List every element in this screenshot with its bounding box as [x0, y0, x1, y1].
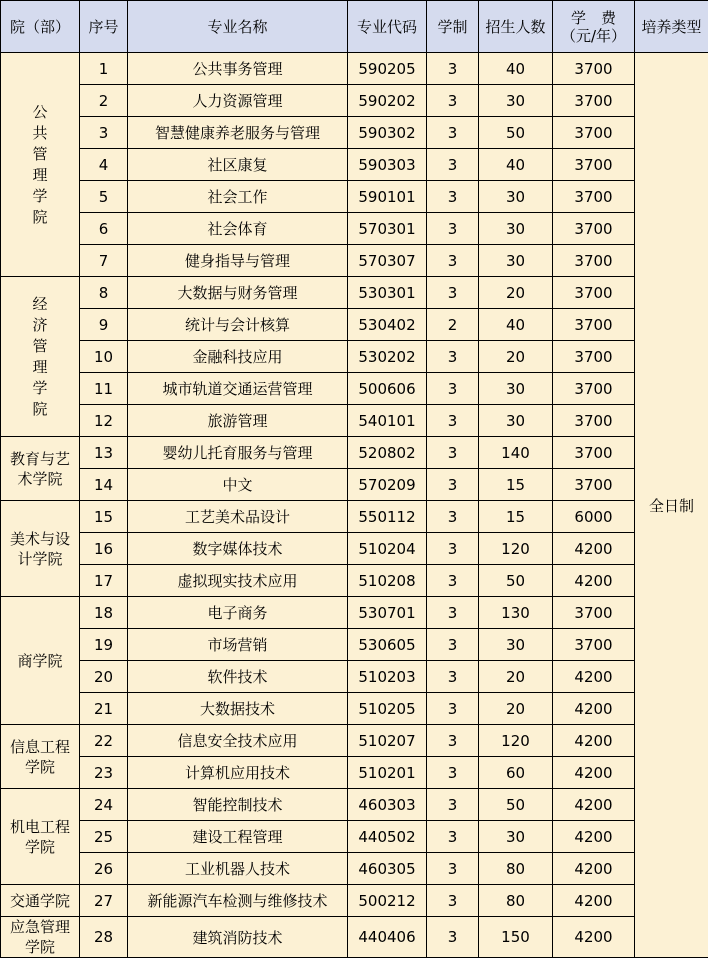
years-cell: 3: [427, 597, 479, 629]
fee-cell: 6000: [553, 501, 635, 533]
major-cell: 健身指导与管理: [128, 245, 348, 277]
seq-cell: 19: [80, 629, 128, 661]
years-cell: 3: [427, 629, 479, 661]
enroll-cell: 60: [479, 757, 553, 789]
years-cell: 3: [427, 533, 479, 565]
code-cell: 530701: [348, 597, 427, 629]
enroll-cell: 40: [479, 309, 553, 341]
seq-cell: 20: [80, 661, 128, 693]
seq-cell: 9: [80, 309, 128, 341]
table-row: [1, 85, 708, 117]
major-cell: 市场营销: [128, 629, 348, 661]
years-cell: 3: [427, 437, 479, 469]
years-cell: 3: [427, 117, 479, 149]
major-cell: 工艺美术品设计: [128, 501, 348, 533]
seq-cell: 12: [80, 405, 128, 437]
seq-cell: 16: [80, 533, 128, 565]
years-cell: 3: [427, 149, 479, 181]
enroll-cell: 30: [479, 181, 553, 213]
enroll-cell: 50: [479, 117, 553, 149]
table-row: [1, 661, 708, 693]
major-cell: 计算机应用技术: [128, 757, 348, 789]
table-row: [1, 533, 708, 565]
major-cell: 公共事务管理: [128, 53, 348, 85]
major-cell: 工业机器人技术: [128, 853, 348, 885]
table-row: [1, 309, 708, 341]
fee-cell: 3700: [553, 437, 635, 469]
seq-cell: 13: [80, 437, 128, 469]
years-cell: 3: [427, 565, 479, 597]
code-cell: 500606: [348, 373, 427, 405]
fee-cell: 3700: [553, 149, 635, 181]
fee-cell: 3700: [553, 469, 635, 501]
table-row: [1, 597, 708, 629]
seq-cell: 10: [80, 341, 128, 373]
years-cell: 3: [427, 469, 479, 501]
dept-name: 商学院: [17, 651, 63, 670]
seq-cell: 22: [80, 725, 128, 757]
code-cell: 570301: [348, 213, 427, 245]
code-cell: 440502: [348, 821, 427, 853]
code-cell: 460305: [348, 853, 427, 885]
seq-cell: 15: [80, 501, 128, 533]
years-cell: 3: [427, 821, 479, 853]
fee-cell: 4200: [553, 725, 635, 757]
seq-cell: 26: [80, 853, 128, 885]
seq-cell: 6: [80, 213, 128, 245]
years-cell: 2: [427, 309, 479, 341]
code-cell: 590302: [348, 117, 427, 149]
major-cell: 电子商务: [128, 597, 348, 629]
code-cell: 590101: [348, 181, 427, 213]
years-cell: 3: [427, 757, 479, 789]
code-cell: 520802: [348, 437, 427, 469]
study-type-cell: 全日制: [635, 53, 708, 958]
table-row: [1, 277, 708, 309]
major-cell: 金融科技应用: [128, 341, 348, 373]
header-years: 学制: [427, 1, 479, 53]
seq-cell: 8: [80, 277, 128, 309]
enroll-cell: 15: [479, 501, 553, 533]
table-row: [1, 181, 708, 213]
dept-name: 机电工程学院: [9, 817, 70, 856]
years-cell: 3: [427, 917, 479, 958]
major-cell: 信息安全技术应用: [128, 725, 348, 757]
dept-name: 信息工程学院: [9, 737, 70, 776]
dept-name: 公 共 管 理 学 院: [32, 102, 48, 226]
seq-cell: 4: [80, 149, 128, 181]
years-cell: 3: [427, 245, 479, 277]
code-cell: 530301: [348, 277, 427, 309]
dept-cell: [1, 501, 80, 597]
code-cell: 510201: [348, 757, 427, 789]
years-cell: 3: [427, 213, 479, 245]
major-cell: 人力资源管理: [128, 85, 348, 117]
seq-cell: 5: [80, 181, 128, 213]
fee-cell: 4200: [553, 917, 635, 958]
fee-cell: 3700: [553, 309, 635, 341]
fee-cell: 4200: [553, 533, 635, 565]
years-cell: 3: [427, 725, 479, 757]
fee-cell: 3700: [553, 341, 635, 373]
years-cell: 3: [427, 661, 479, 693]
header-major: 专业名称: [128, 1, 348, 53]
major-cell: 社会工作: [128, 181, 348, 213]
major-cell: 旅游管理: [128, 405, 348, 437]
years-cell: 3: [427, 405, 479, 437]
years-cell: 3: [427, 853, 479, 885]
code-cell: 510204: [348, 533, 427, 565]
fee-cell: 3700: [553, 117, 635, 149]
seq-cell: 21: [80, 693, 128, 725]
major-cell: 婴幼儿托育服务与管理: [128, 437, 348, 469]
fee-cell: 4200: [553, 821, 635, 853]
code-cell: 500212: [348, 885, 427, 917]
seq-cell: 11: [80, 373, 128, 405]
seq-cell: 7: [80, 245, 128, 277]
fee-cell: 4200: [553, 565, 635, 597]
fee-cell: 4200: [553, 789, 635, 821]
header-row: [1, 1, 708, 53]
code-cell: 550112: [348, 501, 427, 533]
code-cell: 540101: [348, 405, 427, 437]
header-fee-line1: 学 费: [570, 8, 616, 27]
major-cell: 城市轨道交通运营管理: [128, 373, 348, 405]
code-cell: 510203: [348, 661, 427, 693]
enroll-cell: 20: [479, 661, 553, 693]
table-row: [1, 117, 708, 149]
fee-cell: 3700: [553, 277, 635, 309]
table-row: [1, 821, 708, 853]
seq-cell: 1: [80, 53, 128, 85]
years-cell: 3: [427, 501, 479, 533]
years-cell: 3: [427, 789, 479, 821]
fee-cell: 4200: [553, 853, 635, 885]
code-cell: 590303: [348, 149, 427, 181]
major-cell: 大数据技术: [128, 693, 348, 725]
table-row: [1, 885, 708, 917]
table-row: [1, 149, 708, 181]
code-cell: 510208: [348, 565, 427, 597]
seq-cell: 23: [80, 757, 128, 789]
enroll-cell: 40: [479, 149, 553, 181]
enroll-cell: 40: [479, 53, 553, 85]
table-row: [1, 405, 708, 437]
header-seq: 序号: [80, 1, 128, 53]
enroll-cell: 20: [479, 277, 553, 309]
table-row: [1, 565, 708, 597]
major-cell: 建设工程管理: [128, 821, 348, 853]
enroll-cell: 30: [479, 821, 553, 853]
years-cell: 3: [427, 373, 479, 405]
major-cell: 数字媒体技术: [128, 533, 348, 565]
code-cell: 510205: [348, 693, 427, 725]
dept-cell: [1, 597, 80, 725]
table-body: [1, 53, 708, 958]
header-enroll: 招生人数: [479, 1, 553, 53]
seq-cell: 24: [80, 789, 128, 821]
enroll-cell: 80: [479, 885, 553, 917]
table-row: [1, 853, 708, 885]
fee-cell: 3700: [553, 245, 635, 277]
code-cell: 530605: [348, 629, 427, 661]
header-code: 专业代码: [348, 1, 427, 53]
major-cell: 智能控制技术: [128, 789, 348, 821]
enroll-cell: 50: [479, 565, 553, 597]
years-cell: 3: [427, 181, 479, 213]
enroll-cell: 30: [479, 405, 553, 437]
dept-name: 教育与艺术学院: [9, 449, 70, 488]
enroll-cell: 130: [479, 597, 553, 629]
dept-name: 经 济 管 理 学 院: [32, 294, 48, 418]
enroll-cell: 150: [479, 917, 553, 958]
code-cell: 530402: [348, 309, 427, 341]
fee-cell: 4200: [553, 661, 635, 693]
table-row: [1, 917, 708, 958]
table-row: [1, 629, 708, 661]
seq-cell: 2: [80, 85, 128, 117]
major-cell: 社区康复: [128, 149, 348, 181]
enroll-cell: 20: [479, 341, 553, 373]
enroll-cell: 120: [479, 725, 553, 757]
years-cell: 3: [427, 341, 479, 373]
fee-cell: 4200: [553, 885, 635, 917]
table-row: [1, 53, 708, 85]
fee-cell: 3700: [553, 629, 635, 661]
enroll-cell: 15: [479, 469, 553, 501]
dept-name: 美术与设计学院: [9, 529, 70, 568]
major-cell: 智慧健康养老服务与管理: [128, 117, 348, 149]
major-cell: 虚拟现实技术应用: [128, 565, 348, 597]
enroll-cell: 30: [479, 213, 553, 245]
enroll-cell: 30: [479, 245, 553, 277]
fee-cell: 3700: [553, 213, 635, 245]
fee-cell: 3700: [553, 181, 635, 213]
table-row: [1, 245, 708, 277]
seq-cell: 28: [80, 917, 128, 958]
fee-cell: 3700: [553, 85, 635, 117]
code-cell: 460303: [348, 789, 427, 821]
major-cell: 中文: [128, 469, 348, 501]
dept-cell: [1, 437, 80, 501]
code-cell: 530202: [348, 341, 427, 373]
fee-cell: 4200: [553, 757, 635, 789]
major-cell: 大数据与财务管理: [128, 277, 348, 309]
table-row: [1, 437, 708, 469]
fee-cell: 3700: [553, 405, 635, 437]
dept-cell: [1, 885, 80, 917]
years-cell: 3: [427, 277, 479, 309]
table-row: [1, 501, 708, 533]
enroll-cell: 30: [479, 373, 553, 405]
table-row: [1, 469, 708, 501]
table-row: [1, 373, 708, 405]
major-cell: 软件技术: [128, 661, 348, 693]
seq-cell: 27: [80, 885, 128, 917]
table-row: [1, 693, 708, 725]
code-cell: 570209: [348, 469, 427, 501]
code-cell: 590202: [348, 85, 427, 117]
seq-cell: 17: [80, 565, 128, 597]
enroll-cell: 80: [479, 853, 553, 885]
seq-cell: 18: [80, 597, 128, 629]
years-cell: 3: [427, 53, 479, 85]
dept-cell: [1, 789, 80, 885]
code-cell: 440406: [348, 917, 427, 958]
enroll-cell: 30: [479, 85, 553, 117]
code-cell: 590205: [348, 53, 427, 85]
enroll-cell: 50: [479, 789, 553, 821]
code-cell: 510207: [348, 725, 427, 757]
enroll-cell: 120: [479, 533, 553, 565]
table-row: [1, 213, 708, 245]
dept-name: 交通学院: [9, 891, 70, 910]
seq-cell: 14: [80, 469, 128, 501]
years-cell: 3: [427, 85, 479, 117]
fee-cell: 3700: [553, 373, 635, 405]
table-row: [1, 725, 708, 757]
years-cell: 3: [427, 693, 479, 725]
major-cell: 统计与会计核算: [128, 309, 348, 341]
enroll-cell: 140: [479, 437, 553, 469]
fee-cell: 3700: [553, 53, 635, 85]
dept-name: 应急管理学院: [9, 918, 70, 956]
seq-cell: 25: [80, 821, 128, 853]
fee-cell: 4200: [553, 693, 635, 725]
header-dept: 院（部）: [1, 1, 80, 53]
header-type: 培养类型: [635, 1, 708, 53]
enroll-cell: 20: [479, 693, 553, 725]
major-cell: 建筑消防技术: [128, 917, 348, 958]
years-cell: 3: [427, 885, 479, 917]
dept-cell: [1, 277, 80, 437]
dept-cell: [1, 917, 80, 958]
header-fee: [553, 1, 635, 53]
enroll-cell: 30: [479, 629, 553, 661]
fee-cell: 3700: [553, 597, 635, 629]
major-cell: 新能源汽车检测与维修技术: [128, 885, 348, 917]
dept-cell: [1, 725, 80, 789]
major-cell: 社会体育: [128, 213, 348, 245]
code-cell: 570307: [348, 245, 427, 277]
seq-cell: 3: [80, 117, 128, 149]
table-row: [1, 789, 708, 821]
table-row: [1, 341, 708, 373]
header-fee-line2: （元/年）: [560, 26, 627, 45]
table-row: [1, 757, 708, 789]
dept-cell: [1, 53, 80, 277]
